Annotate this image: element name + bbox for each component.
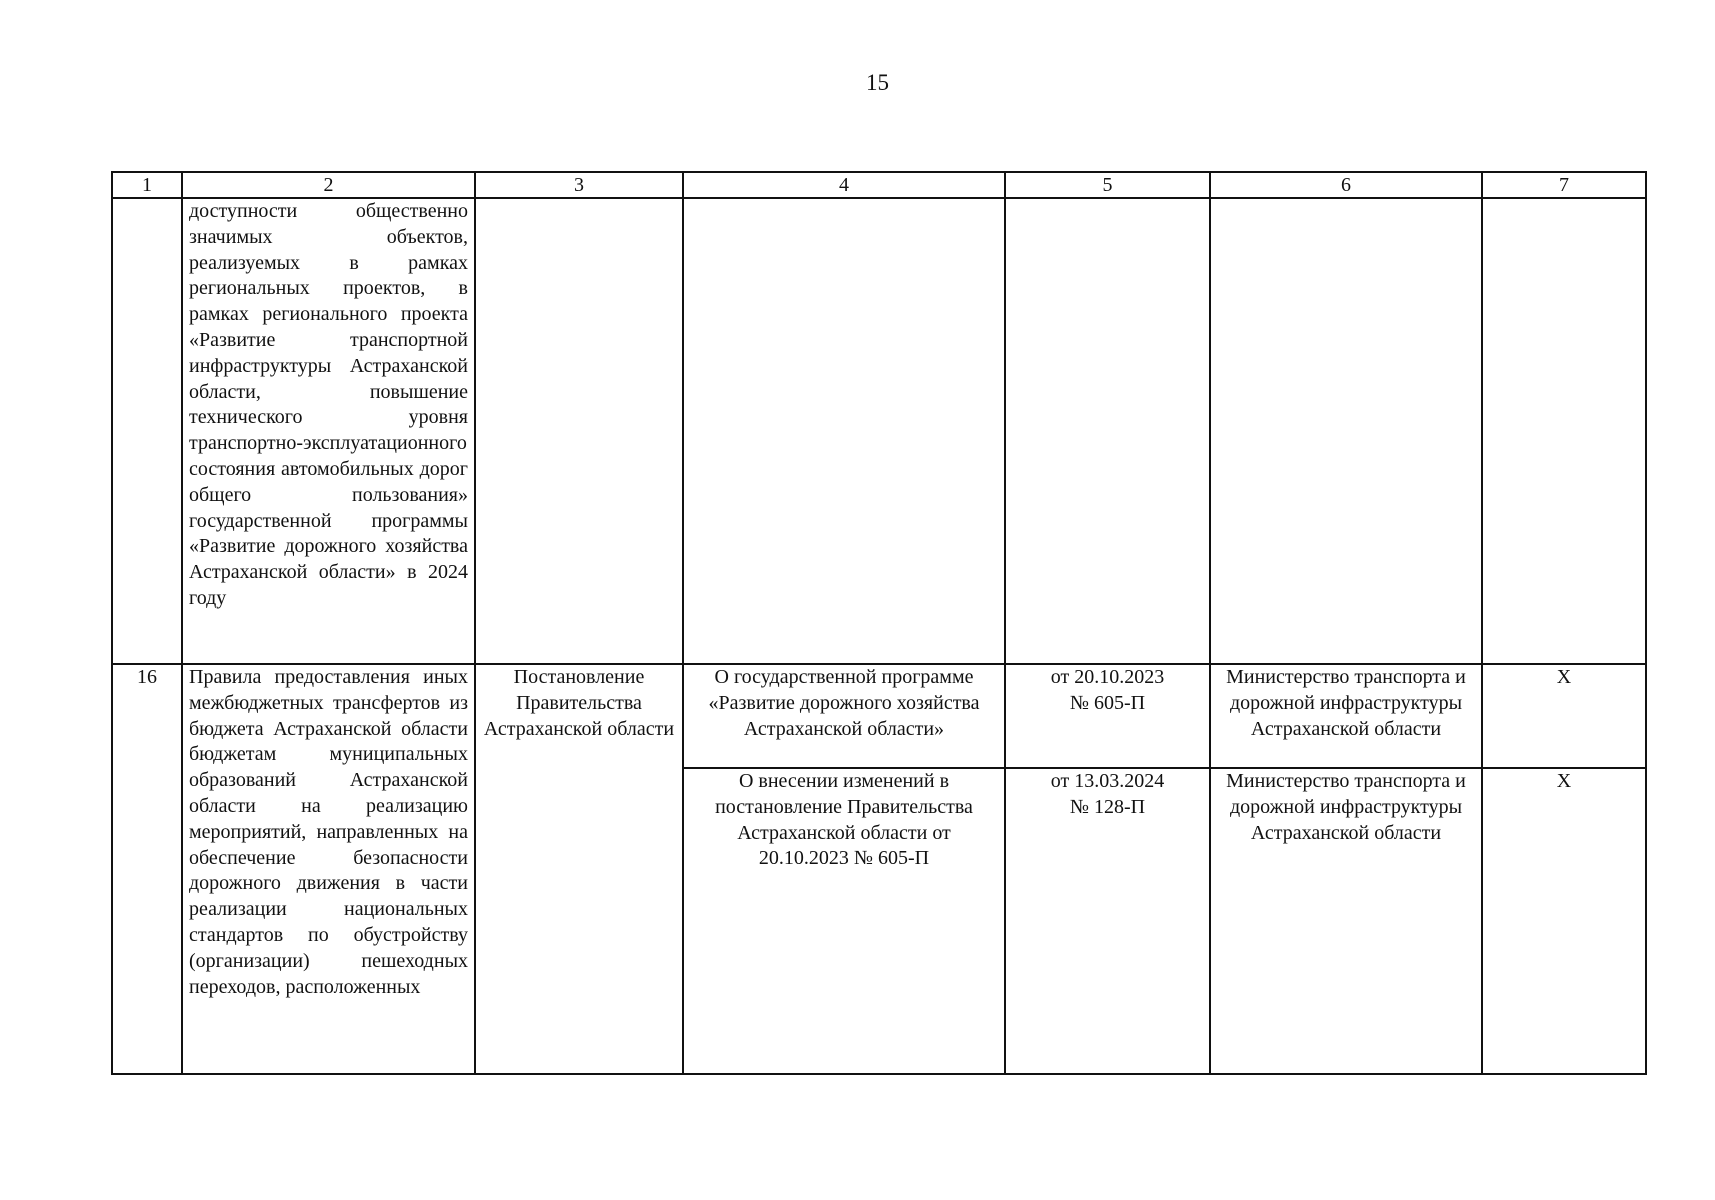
- empty-cell: [683, 198, 1005, 664]
- column-header-1: 1: [112, 172, 182, 198]
- mark-cell: Х: [1482, 768, 1646, 1074]
- authority-cell: Министерство транспорта и дорожной инфраструктуры Астраханской области: [1210, 664, 1482, 768]
- act-title-cell: О государственной программе «Развитие дорожного хозяйства Астраханской области»: [683, 664, 1005, 768]
- authority-cell: Министерство транспорта и дорожной инфраструктуры Астраханской области: [1210, 768, 1482, 1074]
- table-row-16-a: [112, 664, 1646, 768]
- act-number: № 605-П: [1069, 691, 1146, 714]
- empty-cell: [1482, 198, 1646, 664]
- doc-type-cell: Постановление Правительства Астраханской области: [475, 664, 683, 1074]
- row-number-cell: 16: [112, 664, 182, 1074]
- act-date-number-cell: [1005, 664, 1210, 768]
- legal-acts-table: [111, 171, 1647, 1075]
- column-header-5: 5: [1005, 172, 1210, 198]
- mark-cell: Х: [1482, 664, 1646, 768]
- column-header-2: 2: [182, 172, 475, 198]
- table-header-row: [112, 172, 1646, 198]
- act-name-cell: Правила предоставления иных межбюджетных трансфертов из бюджета Астраханской области бюджетам муниципальных образований Астраханской области на реализацию мероприятий, направленных на обеспечение безопасности дорожного движения в части реализации национальных стандартов по обустройству (организации) пешеходных переходов, расположенных: [182, 664, 475, 1074]
- empty-cell: [475, 198, 683, 664]
- page-number: 15: [866, 70, 889, 95]
- column-header-3: 3: [475, 172, 683, 198]
- column-header-7: 7: [1482, 172, 1646, 198]
- act-date: от 20.10.2023: [1050, 666, 1165, 688]
- row-number-cell: [112, 198, 182, 664]
- empty-cell: [1210, 198, 1482, 664]
- column-header-6: 6: [1210, 172, 1482, 198]
- act-name-cell: доступности общественно значимых объектов, реализуемых в рамках региональных проектов, в рамках регионального проекта «Развитие транспортной инфраструктуры Астраханской области, повышение технического уровня транспортно-эксплуатационного состояния автомобильных дорог общего пользования» государственной программы «Развитие дорожного хозяйства Астраханской области» в 2024 году: [182, 198, 475, 664]
- act-number: № 128-П: [1069, 795, 1146, 818]
- table-row-continued: [112, 198, 1646, 664]
- act-date: от 13.03.2024: [1050, 770, 1165, 792]
- act-date-number-cell: [1005, 768, 1210, 1074]
- empty-cell: [1005, 198, 1210, 664]
- column-header-4: 4: [683, 172, 1005, 198]
- act-title-cell: О внесении изменений в постановление Правительства Астраханской области от 20.10.2023 № 605-П: [683, 768, 1005, 1074]
